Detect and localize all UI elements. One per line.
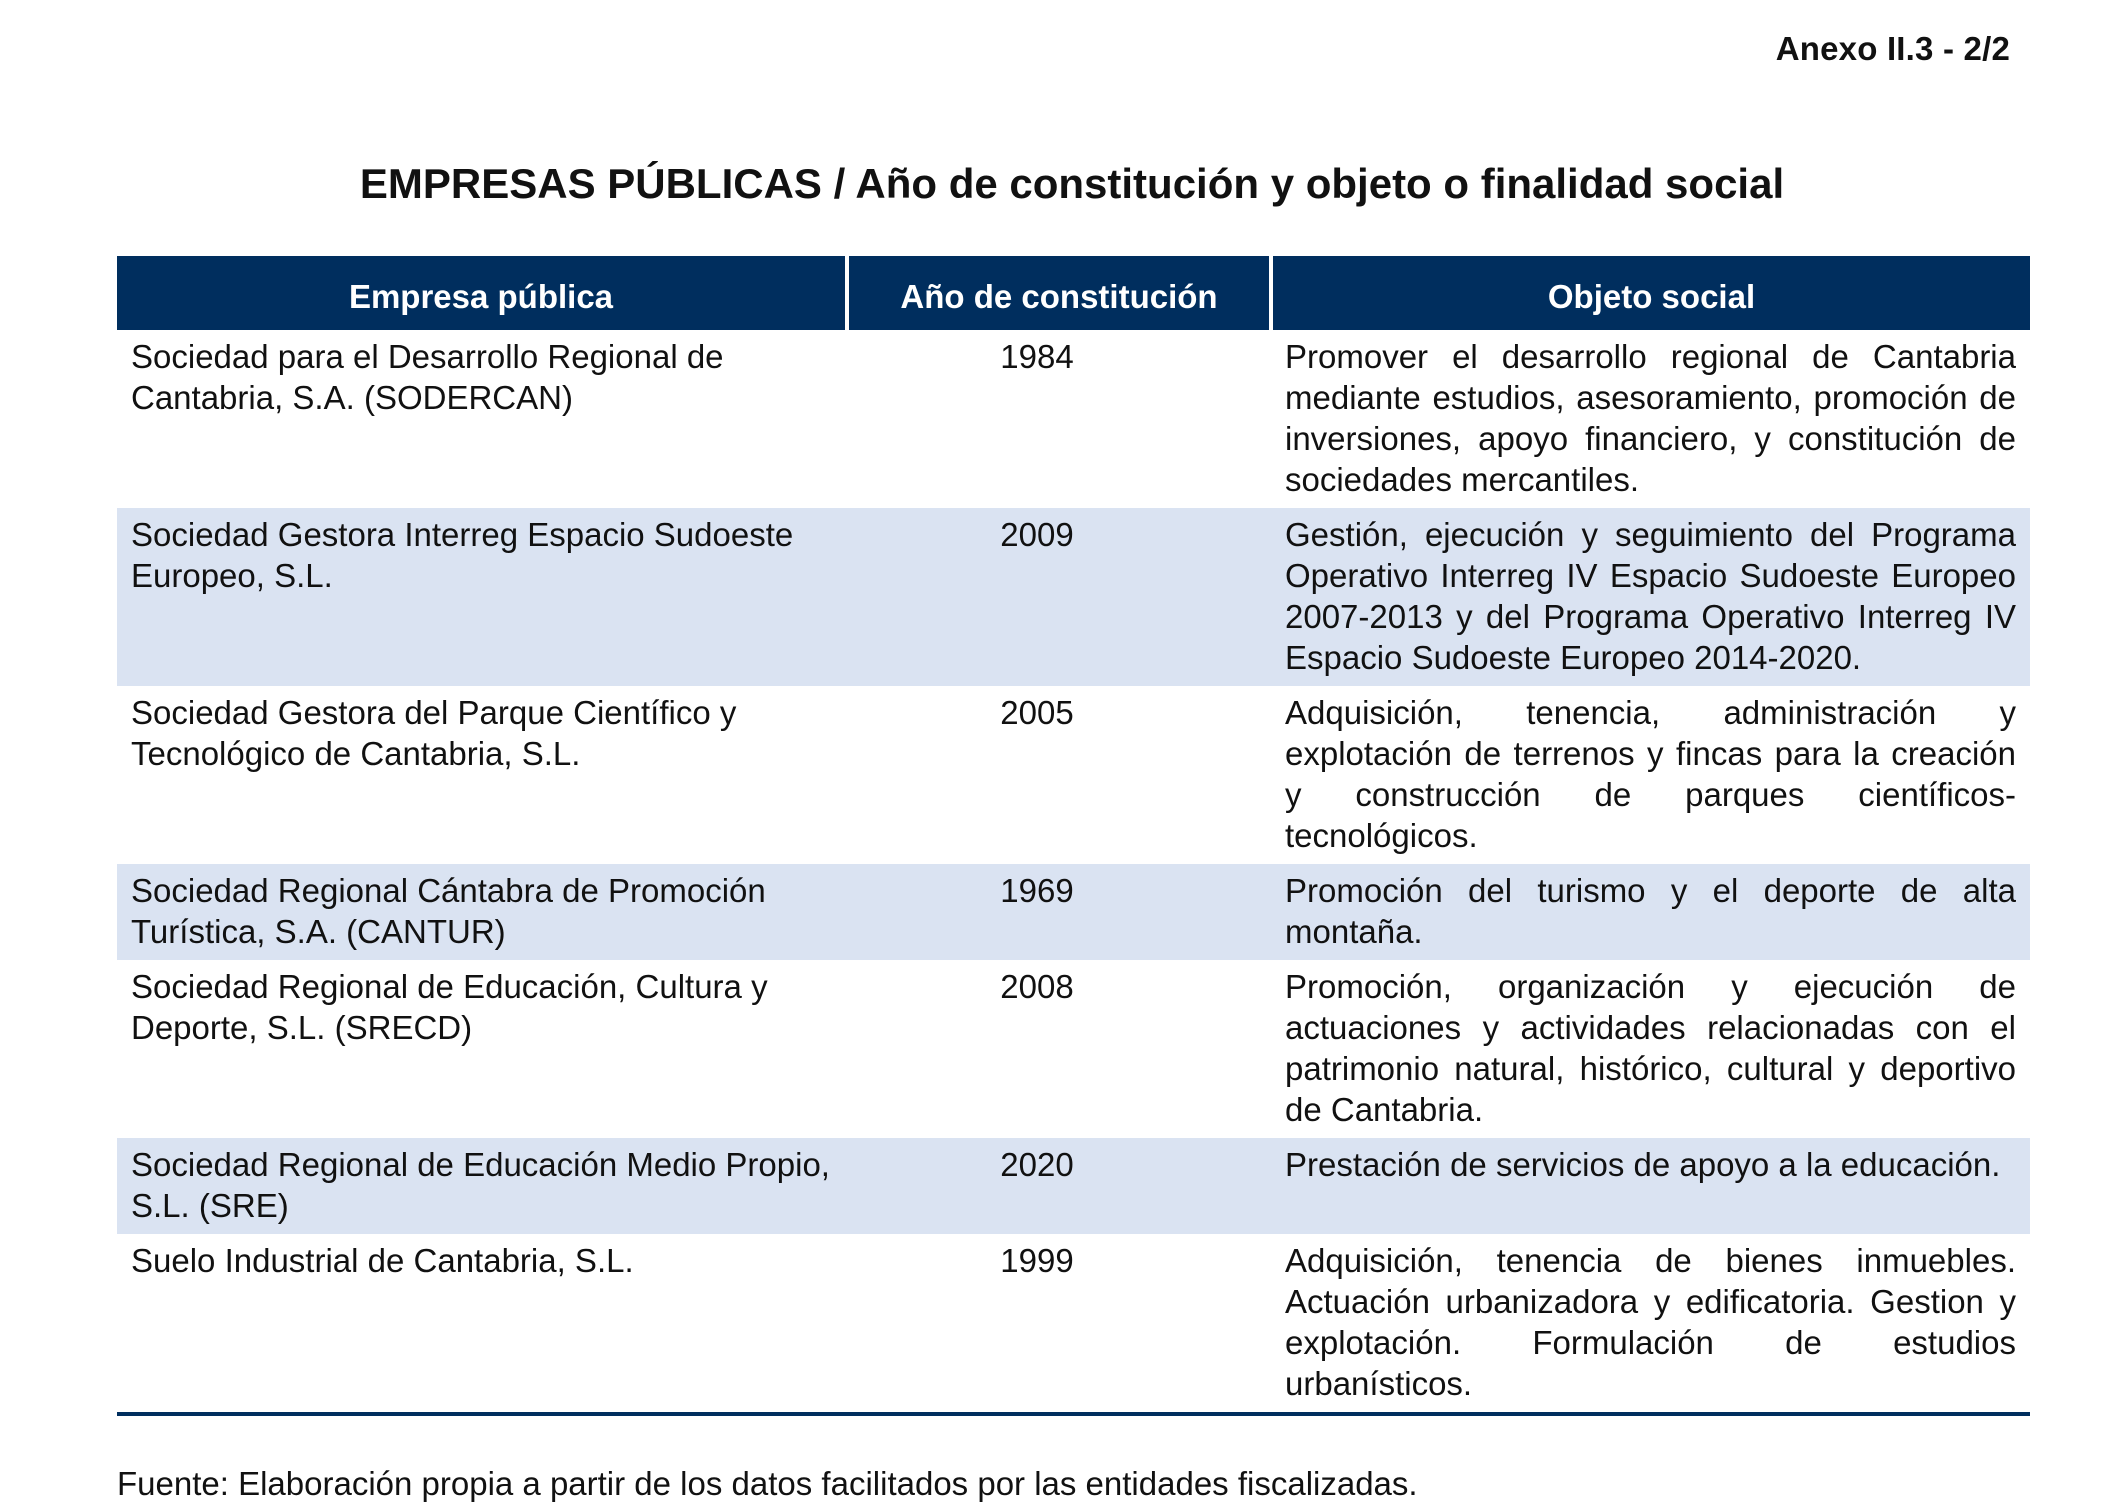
- annex-label: Anexo II.3 - 2/2: [1775, 30, 2010, 67]
- cell-empresa: Sociedad Regional de Educación Medio Propio, S.L. (SRE): [117, 1138, 847, 1234]
- cell-empresa: Suelo Industrial de Cantabria, S.L.: [117, 1234, 847, 1414]
- column-header-empresa: Empresa pública: [117, 256, 847, 330]
- table-row: [117, 864, 2030, 960]
- cell-objeto: Promoción del turismo y el deporte de alta montaña.: [1271, 864, 2030, 960]
- column-header-objeto: Objeto social: [1271, 256, 2030, 330]
- cell-year: 1969: [847, 864, 1271, 960]
- cell-objeto: Gestión, ejecución y seguimiento del Programa Operativo Interreg IV Espacio Sudoeste Europeo 2007-2013 y del Programa Operativo Interreg IV Espacio Sudoeste Europeo 2014-2020.: [1271, 508, 2030, 686]
- cell-year: 2009: [847, 508, 1271, 686]
- cell-year: 2020: [847, 1138, 1271, 1234]
- cell-empresa: Sociedad Regional Cántabra de Promoción Turística, S.A. (CANTUR): [117, 864, 847, 960]
- cell-empresa: Sociedad Gestora Interreg Espacio Sudoeste Europeo, S.L.: [117, 508, 847, 686]
- cell-objeto: Promover el desarrollo regional de Cantabria mediante estudios, asesoramiento, promoción de inversiones, apoyo financiero, y constitución de sociedades mercantiles.: [1285, 338, 2016, 498]
- cell-year: 1984: [1000, 338, 1074, 375]
- table-row: [117, 1138, 2030, 1234]
- cell-objeto: Adquisición, tenencia de bienes inmuebles. Actuación urbanizadora y edificatoria. Gestion y explotación. Formulación de estudios urbanísticos.: [1271, 1234, 2030, 1414]
- cell-year: 1999: [847, 1234, 1271, 1414]
- cell-objeto: Promoción, organización y ejecución de actuaciones y actividades relacionadas con el patrimonio natural, histórico, cultural y deportivo de Cantabria.: [1285, 968, 2016, 1128]
- table-row: [117, 508, 2030, 686]
- cell-objeto: Prestación de servicios de apoyo a la educación.: [1271, 1138, 2030, 1234]
- source-note: Fuente: Elaboración propia a partir de los datos facilitados por las entidades fiscalizadas.: [117, 1465, 1418, 1502]
- table-row: [117, 960, 2030, 1138]
- table-header-row: [117, 256, 2030, 330]
- table-row: [117, 686, 2030, 864]
- cell-empresa: Sociedad Gestora del Parque Científico y Tecnológico de Cantabria, S.L.: [131, 694, 737, 772]
- table-row: [117, 330, 2030, 508]
- page-title: EMPRESAS PÚBLICAS / Año de constitución y objeto o finalidad social: [359, 160, 1785, 207]
- cell-year: 2008: [1000, 968, 1074, 1005]
- column-header-year: Año de constitución: [847, 256, 1271, 330]
- cell-empresa: Sociedad para el Desarrollo Regional de Cantabria, S.A. (SODERCAN): [131, 338, 724, 416]
- cell-empresa: Sociedad Regional de Educación, Cultura y Deporte, S.L. (SRECD): [131, 968, 768, 1046]
- cell-objeto: Adquisición, tenencia, administración y explotación de terrenos y fincas para la creación y construcción de parques científicos-tecnológicos.: [1285, 694, 2016, 854]
- cell-year: 2005: [1000, 694, 1074, 731]
- companies-table: [117, 256, 2030, 1416]
- table-row: [117, 1234, 2030, 1414]
